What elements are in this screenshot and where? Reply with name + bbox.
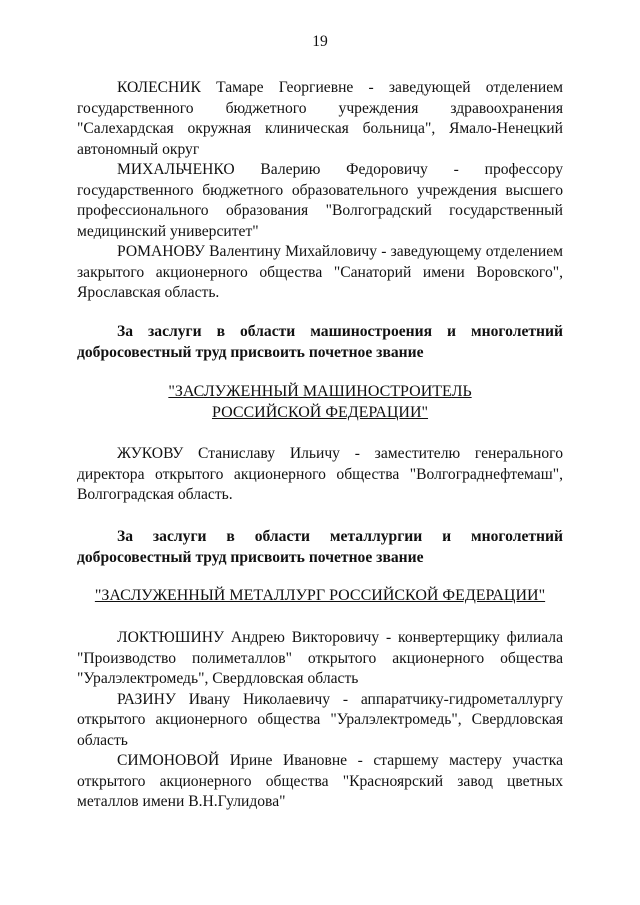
honorary-title-machinery-line1: "ЗАСЛУЖЕННЫЙ МАШИНОСТРОИТЕЛЬ bbox=[168, 383, 472, 400]
honorary-title-machinery-line2: РОССИЙСКОЙ ФЕДЕРАЦИИ" bbox=[211, 404, 429, 421]
awardee-paragraph: ЛОКТЮШИНУ Андрею Викторовичу - конвертерщику филиала "Производство полиметаллов" открытого акционерного общества "Уралэлектромедь", Свердловская область bbox=[77, 629, 563, 687]
page-number: 19 bbox=[312, 33, 328, 50]
honorary-title-metallurgy: "ЗАСЛУЖЕННЫЙ МЕТАЛЛУРГ РОССИЙСКОЙ ФЕДЕРАЦИИ" bbox=[94, 587, 546, 604]
awardee-paragraph: МИХАЛЬЧЕНКО Валерию Федоровичу - профессору государственного бюджетного образовательного учреждения высшего профессионального образования "Волгоградский государственный медицинский университет" bbox=[77, 161, 563, 240]
awardee-paragraph: СИМОНОВОЙ Ирине Ивановне - старшему мастеру участка открытого акционерного общества "Красноярский завод цветных металлов имени В.Н.Гулидова" bbox=[77, 752, 563, 810]
section-awardees-machinery bbox=[77, 444, 563, 506]
awardee-paragraph: РОМАНОВУ Валентину Михайловичу - заведующему отделением закрытого акционерного общества "Санаторий имени Воровского", Ярославская область. bbox=[77, 243, 563, 301]
decree-intro: За заслуги в области металлургии и многолетний добросовестный труд присвоить почетное звание bbox=[77, 528, 563, 566]
awardee-paragraph: РАЗИНУ Ивану Николаевичу - аппаратчику-гидрометаллургу открытого акционерного общества "Уралэлектромедь", Свердловская область bbox=[77, 690, 563, 749]
section-awardees-health bbox=[77, 78, 563, 304]
section-awardees-metallurgy bbox=[77, 628, 563, 813]
awardee-paragraph: ЖУКОВУ Станиславу Ильичу - заместителю генерального директора открытого акционерного общества "Волгограднефтемаш", Волгоградская область. bbox=[77, 445, 563, 503]
awardee-paragraph: КОЛЕСНИК Тамаре Георгиевне - заведующей отделением государственного бюджетного учреждения здравоохранения "Салехардская окружная клиническая больница", Ямало-Ненецкий автономный округ bbox=[77, 79, 563, 158]
section-intro-metallurgy bbox=[77, 527, 563, 568]
section-intro-machinery bbox=[77, 322, 563, 363]
decree-intro: За заслуги в области машиностроения и многолетний добросовестный труд присвоить почетное звание bbox=[77, 323, 563, 361]
